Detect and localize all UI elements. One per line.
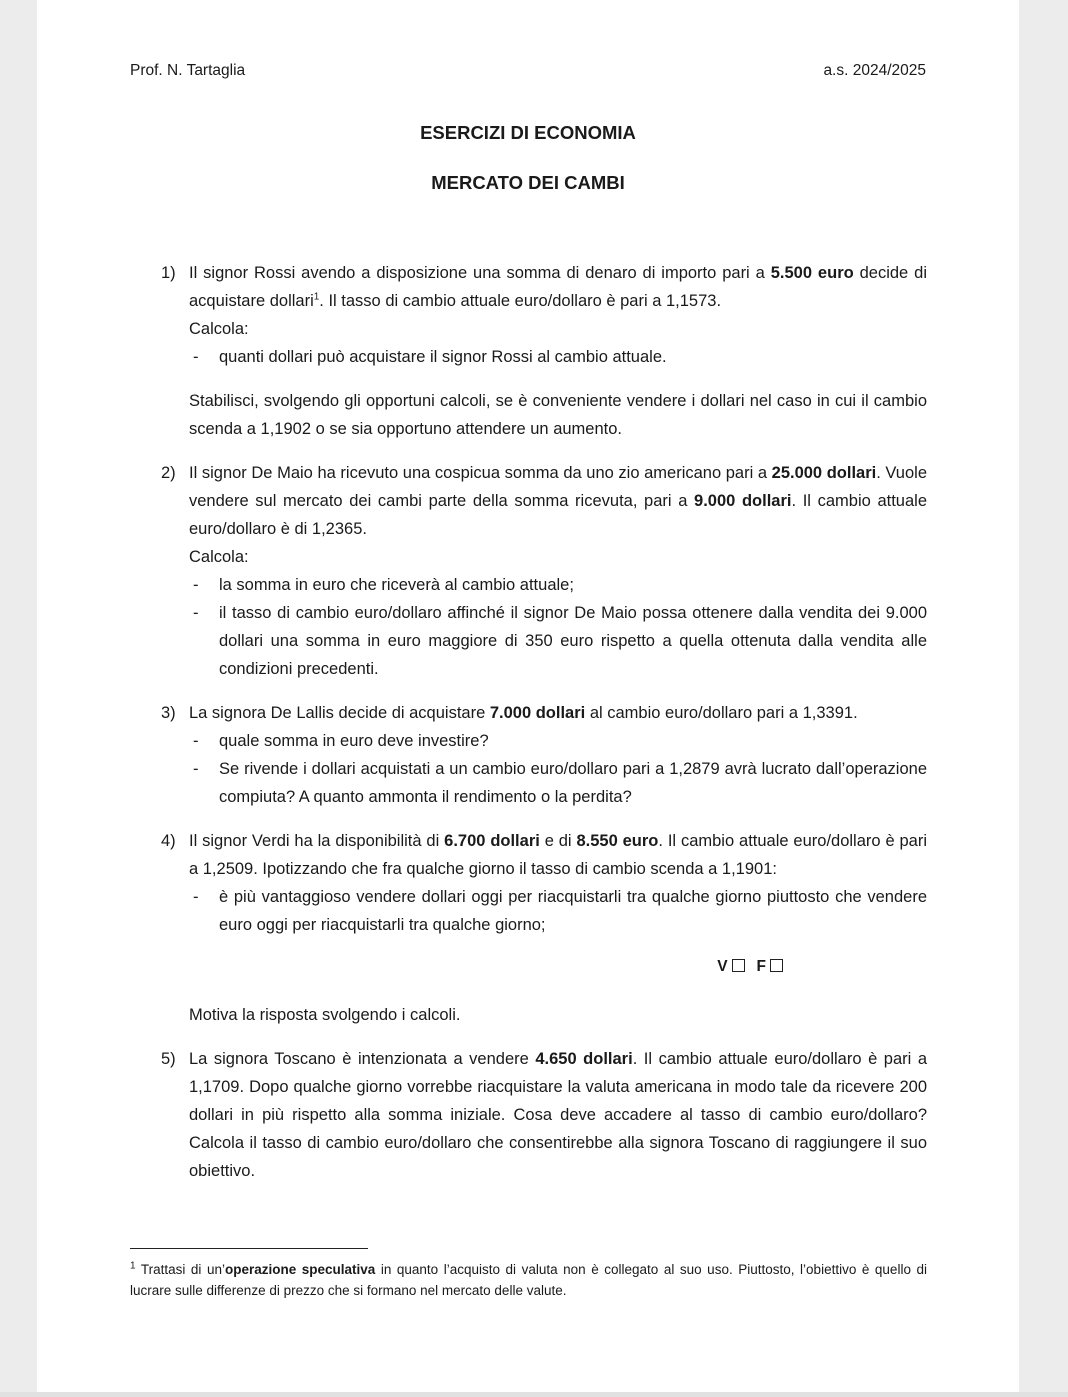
list-item: - la somma in euro che riceverà al cambio attuale; [189,571,927,599]
exercise-1-text: Il signor Rossi avendo a disposizione una somma di denaro di importo pari a 5.500 euro decide di acquistare dollari$^1$. Il tasso di cambio attuale euro/dollaro è pari a 1,1573. [189,264,927,310]
exercise-number: 2) [161,464,176,482]
true-checkbox[interactable] [732,959,745,972]
list-item: - quanti dollari può acquistare il signor Rossi al cambio attuale. [189,343,927,371]
page-subtitle: MERCATO DEI CAMBI [431,172,625,193]
exercise-4-motiva: Motiva la risposta svolgendo i calcoli. [189,1006,461,1024]
exercise-number: 3) [161,704,176,722]
calcola-label: Calcola: [189,320,249,338]
exercise-1 [161,259,927,443]
exercise-list [161,259,927,1201]
exercise-3 [161,699,927,811]
list-item: - quale somma in euro deve investire? [189,727,927,755]
exercise-number: 5) [161,1050,176,1068]
calcola-label: Calcola: [189,548,249,566]
exercise-4-text: Il signor Verdi ha la disponibilità di 6.700 dollari e di 8.550 euro. Il cambio attuale euro/dollaro è pari a 1,2509. Ipotizzando che fra qualche giorno il tasso di cambio scenda a 1,1901: [189,832,927,878]
author-header: Prof. N. Tartaglia [130,62,246,79]
false-label: F [756,958,766,975]
footnote: $^1$ Trattasi di un’operazione speculativa in quanto l’acquisto di valuta non è collegato al suo uso. Piuttosto, l’obiettivo è quello di lucrare sulle differenze di prezzo che si formano nel mercato delle valute. [130,1260,927,1298]
footnote-divider [130,1248,368,1249]
list-item: - il tasso di cambio euro/dollaro affinché il signor De Maio possa ottenere dalla vendita dei 9.000 dollari una somma in euro maggiore di 350 euro rispetto a quella ottenuta dalla vendita alle condizioni precedenti. [189,599,927,683]
exercise-5 [161,1045,927,1185]
false-checkbox[interactable] [770,959,783,972]
exercise-2-text: Il signor De Maio ha ricevuto una cospicua somma da uno zio americano pari a 25.000 dollari. Vuole vendere sul mercato dei cambi parte della somma ricevuta, pari a 9.000 dollari. Il cambio attuale euro/dollaro è di 1,2365. [189,464,927,538]
list-item: - Se rivende i dollari acquistati a un cambio euro/dollaro pari a 1,2879 avrà lucrato dall’operazione compiuta? A quanto ammonta il rendimento o la perdita? [189,755,927,811]
true-false-choice [189,953,927,981]
exercise-2 [161,459,927,683]
page-title: ESERCIZI DI ECONOMIA [420,122,636,143]
exercise-number: 4) [161,832,176,850]
school-year-header: a.s. 2024/2025 [823,62,926,79]
exercise-number: 1) [161,264,176,282]
footnote-ref: 1 [313,291,320,303]
footnote-marker: 1 [130,1260,136,1272]
true-label: V [717,958,728,975]
list-item: - è più vantaggioso vendere dollari oggi per riacquistarli tra qualche giorno piuttosto che vendere euro oggi per riacquistarli tra qualche giorno; [189,883,927,939]
page-bottom-edge [0,1392,1068,1397]
document-page [37,0,1019,1392]
exercise-3-text: La signora De Lallis decide di acquistare 7.000 dollari al cambio euro/dollaro pari a 1,3391. [189,704,858,722]
exercise-5-text: La signora Toscano è intenzionata a vendere 4.650 dollari. Il cambio attuale euro/dollaro è pari a 1,1709. Dopo qualche giorno vorrebbe riacquistare la valuta americana in modo tale da ricevere 200 dollari in più rispetto alla somma iniziale. Cosa deve accadere al tasso di cambio euro/dollaro? Calcola il tasso di cambio euro/dollaro che consentirebbe alla signora Toscano di raggiungere il suo obiettivo. [189,1050,927,1180]
exercise-1-extra: Stabilisci, svolgendo gli opportuni calcoli, se è conveniente vendere i dollari nel caso in cui il cambio scenda a 1,1902 o se sia opportuno attendere un aumento. [189,392,927,438]
exercise-4 [161,827,927,1029]
